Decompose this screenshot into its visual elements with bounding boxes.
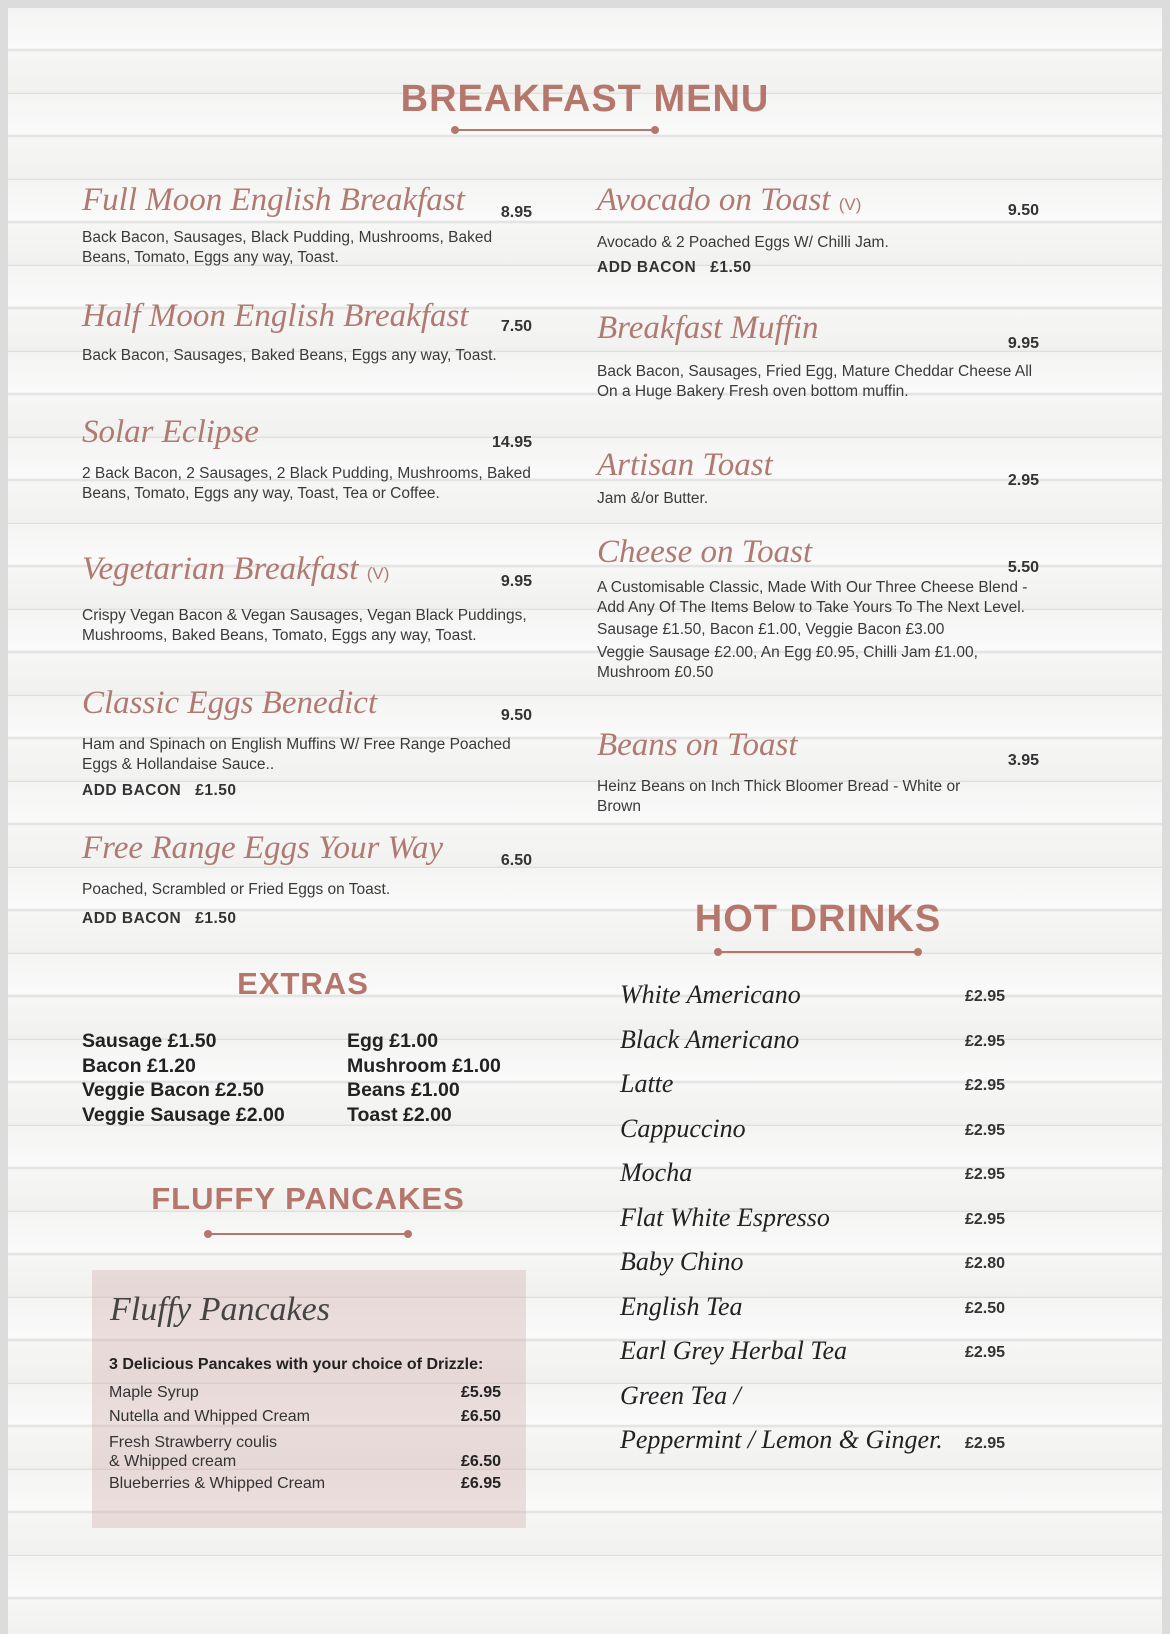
- drink-item: Cappuccino £2.95: [620, 1114, 1006, 1143]
- drink-item: Baby Chino £2.80: [620, 1247, 1006, 1276]
- menu-item: [82, 828, 532, 928]
- item-description: Poached, Scrambled or Fried Eggs on Toast.: [82, 881, 391, 898]
- item-price: 7.50: [500, 318, 532, 335]
- menu-item: [82, 296, 532, 366]
- pancakes-box: [92, 1270, 526, 1528]
- pancake-item: Nutella and Whipped Cream £6.50: [109, 1408, 502, 1425]
- vegetarian-tag: (V): [838, 195, 862, 214]
- add-bacon-option: ADD BACON £1.50: [597, 259, 752, 276]
- menu-item: [597, 532, 1039, 683]
- item-addons: Veggie Sausage £2.00, An Egg £0.95, Chilli Jam £1.00, Mushroom £0.50: [597, 644, 978, 681]
- item-name: Avocado on Toast: [597, 182, 831, 218]
- add-bacon-option: ADD BACON £1.50: [82, 910, 237, 927]
- item-name: Classic Eggs Benedict: [82, 685, 378, 721]
- item-price: 9.95: [1007, 335, 1039, 352]
- title-divider: [455, 129, 655, 131]
- item-price: 9.50: [1007, 202, 1039, 219]
- item-price: 6.50: [500, 852, 532, 869]
- menu-item: [82, 412, 532, 504]
- vegetarian-tag: (V): [366, 564, 390, 583]
- pancake-item: Blueberries & Whipped Cream £6.95: [109, 1475, 502, 1492]
- drink-item: Mocha £2.95: [620, 1158, 1006, 1187]
- add-bacon-option: ADD BACON £1.50: [82, 782, 237, 799]
- pancakes-heading: FLUFFY PANCAKES: [151, 1181, 465, 1216]
- item-description: Avocado & 2 Poached Eggs W/ Chilli Jam.: [597, 234, 889, 251]
- drink-item: White Americano £2.95: [620, 980, 1006, 1009]
- hot-drinks-heading: HOT DRINKS: [694, 898, 942, 940]
- item-name: Full Moon English Breakfast: [82, 182, 465, 218]
- menu-item: [597, 308, 1039, 402]
- menu-item: [597, 180, 1039, 277]
- item-description: Back Bacon, Sausages, Black Pudding, Mushrooms, Baked Beans, Tomato, Eggs any way, Toast.: [82, 229, 493, 266]
- item-price: 9.50: [500, 707, 532, 724]
- page-title: BREAKFAST MENU: [400, 78, 770, 120]
- pancakes-box-title: Fluffy Pancakes: [110, 1291, 330, 1328]
- menu-item: [597, 725, 1039, 817]
- item-name: Free Range Eggs Your Way: [82, 830, 444, 866]
- drink-item: Peppermint / Lemon & Ginger. £2.95: [620, 1425, 1006, 1454]
- drink-item: Green Tea /: [620, 1381, 741, 1410]
- menu-item: [82, 180, 532, 268]
- pancakes-subtitle: 3 Delicious Pancakes with your choice of Drizzle:: [109, 1356, 484, 1373]
- item-addons: Sausage £1.50, Bacon £1.00, Veggie Bacon £3.00: [597, 621, 945, 638]
- extra-item: Mushroom £1.00: [347, 1054, 501, 1077]
- item-name: Cheese on Toast: [597, 534, 813, 570]
- drink-item: Black Americano £2.95: [620, 1025, 1006, 1054]
- menu-item: [82, 683, 532, 800]
- pancakes-divider: [208, 1233, 408, 1235]
- extra-item: Bacon £1.20: [82, 1054, 196, 1077]
- item-description: Ham and Spinach on English Muffins W/ Free Range Poached Eggs & Hollandaise Sauce..: [82, 736, 511, 773]
- item-price: 8.95: [500, 204, 532, 221]
- item-price: 9.95: [500, 573, 532, 590]
- item-name: Vegetarian Breakfast: [82, 551, 359, 587]
- item-name: Breakfast Muffin: [597, 310, 819, 346]
- pancake-item: Fresh Strawberry coulis & Whipped cream £6.50: [109, 1434, 502, 1470]
- hot-drinks-divider: [718, 951, 918, 953]
- menu-item: [597, 445, 1039, 509]
- item-description: Jam &/or Butter.: [597, 490, 709, 507]
- drink-item: English Tea £2.50: [620, 1292, 1006, 1321]
- extra-item: Sausage £1.50: [82, 1030, 217, 1052]
- item-name: Artisan Toast: [597, 447, 773, 483]
- item-price: 3.95: [1007, 752, 1039, 769]
- extra-item: Beans £1.00: [347, 1079, 460, 1101]
- item-price: 5.50: [1007, 559, 1039, 576]
- item-description: Back Bacon, Sausages, Baked Beans, Eggs any way, Toast.: [82, 347, 497, 364]
- extras-list-2: [347, 1029, 501, 1127]
- item-description: A Customisable Classic, Made With Our Three Cheese Blend - Add Any Of The Items Below to Take Yours To The Next Level.: [597, 579, 1028, 616]
- drink-item: Latte £2.95: [620, 1069, 1006, 1098]
- item-price: 14.95: [491, 434, 532, 451]
- extras-heading: EXTRAS: [237, 966, 369, 1001]
- extra-item: Egg £1.00: [347, 1030, 439, 1052]
- pancake-item: Maple Syrup £5.95: [109, 1384, 502, 1401]
- item-name: Solar Eclipse: [82, 414, 259, 450]
- item-price: 2.95: [1007, 472, 1039, 489]
- menu-page: [8, 8, 1162, 1634]
- extra-item: Veggie Bacon £2.50: [82, 1079, 265, 1101]
- item-description: Back Bacon, Sausages, Fried Egg, Mature Cheddar Cheese All On a Huge Bakery Fresh oven bottom muffin.: [597, 363, 1033, 400]
- menu-item: [82, 549, 532, 646]
- extra-item: Veggie Sausage £2.00: [82, 1103, 285, 1126]
- item-description: 2 Back Bacon, 2 Sausages, 2 Black Pudding, Mushrooms, Baked Beans, Tomato, Eggs any way, Toast, Tea or Coffee.: [82, 465, 531, 502]
- extra-item: Toast £2.00: [347, 1103, 452, 1126]
- drink-item: Flat White Espresso £2.95: [620, 1203, 1006, 1232]
- item-name: Beans on Toast: [597, 727, 798, 763]
- drink-item: Earl Grey Herbal Tea £2.95: [620, 1336, 1006, 1365]
- extras-list-1: [82, 1029, 285, 1127]
- item-description: Heinz Beans on Inch Thick Bloomer Bread - White or Brown: [597, 778, 961, 815]
- item-description: Crispy Vegan Bacon & Vegan Sausages, Vegan Black Puddings, Mushrooms, Baked Beans, Tomato, Eggs any way, Toast.: [82, 607, 527, 644]
- item-name: Half Moon English Breakfast: [82, 298, 469, 334]
